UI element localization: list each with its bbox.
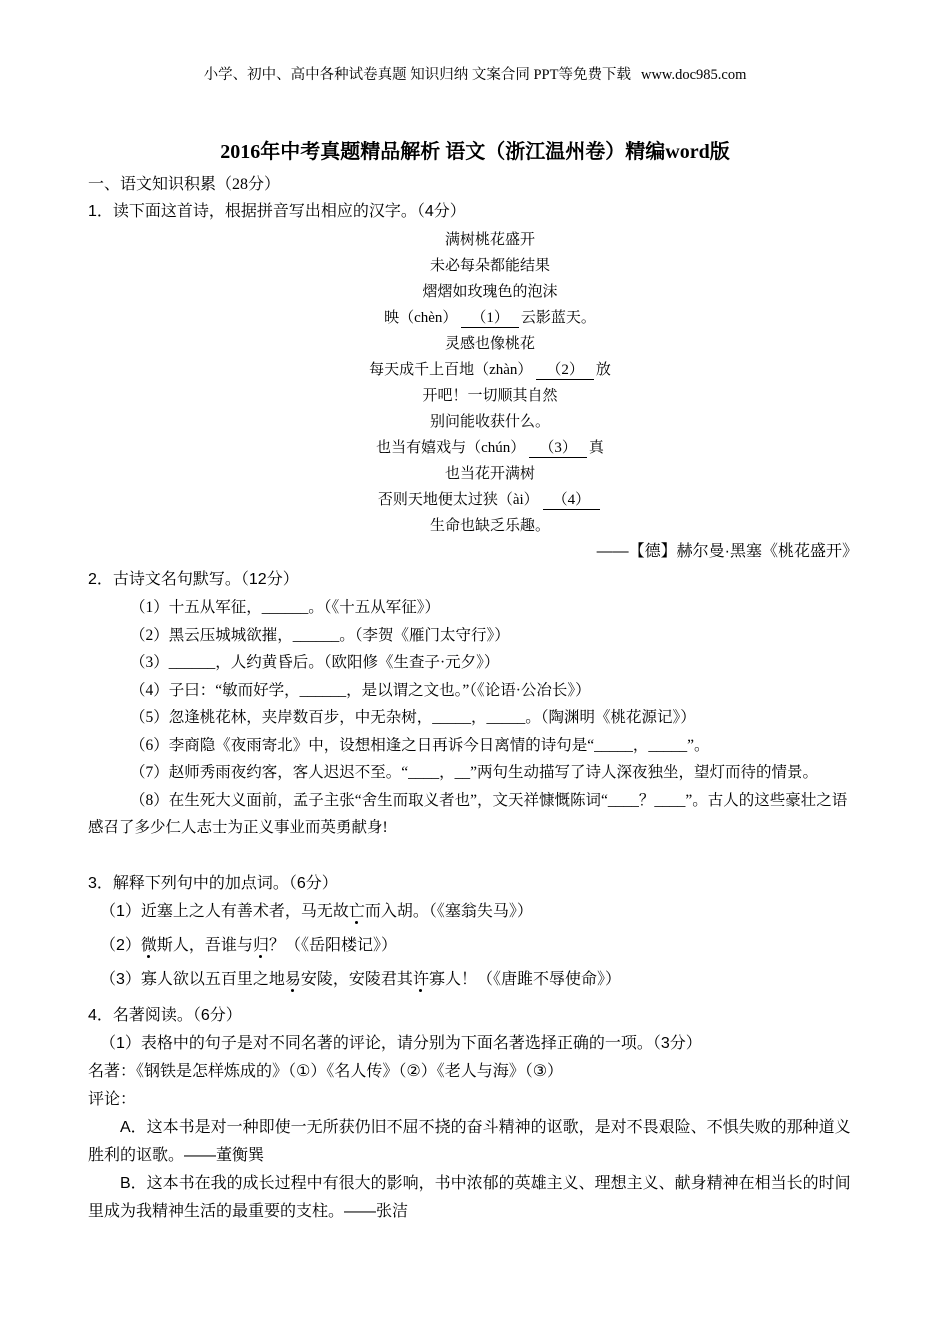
poem-line-blank-3 xyxy=(88,435,892,461)
poem-text: 映（chèn） xyxy=(384,310,458,326)
answer-blank-1: （1） xyxy=(461,309,519,328)
q3-item-1 xyxy=(100,895,862,929)
q3-text: （2） xyxy=(100,937,141,954)
q3-item-3 xyxy=(100,963,862,997)
poem-line: 满树桃花盛开 xyxy=(444,232,535,248)
poem-line: 开吧！一切顺其自然 xyxy=(422,388,558,404)
q4-works-line: 名著：《钢铁是怎样炼成的》（①）《名人传》（②）《老人与海》（③） xyxy=(88,1063,564,1080)
answer-blank-2: （2） xyxy=(536,361,594,380)
q2-item: （6）李商隐《夜雨寄北》中，设想相逢之日再诉今日离情的诗句是“_____，_____”。 xyxy=(130,736,710,754)
q3-text: 寡人！（《唐雎不辱使命》） xyxy=(428,971,621,988)
q3-item-2 xyxy=(100,929,862,963)
poem-text: 放 xyxy=(595,362,611,378)
q2-item: （2）黑云压城城欲摧，______。（李贺《雁门太守行》） xyxy=(130,626,510,644)
q2-item: （8）在生死大义面前，孟子主张“舍生而取义者也”，文天祥慷慨陈词“____？____”。古人的这些豪壮之语感召了多少仁人志士为正义事业而英勇献身! xyxy=(88,791,848,836)
poem-text: 也当有嬉戏与（chún） xyxy=(376,440,526,456)
q3-text: （1）近塞上之人有善术者，马无故 xyxy=(100,903,349,920)
dotted-word: 易 xyxy=(284,971,301,988)
poem-line: 也当花开满树 xyxy=(444,466,535,482)
q3-text: 而入胡。（《塞翁失马》） xyxy=(364,903,533,920)
answer-blank-4: （4） xyxy=(543,491,601,510)
dotted-word: 归 xyxy=(252,937,269,954)
poem-line: 灵感也像桃花 xyxy=(444,336,535,352)
q4-sub-question-1: （1）表格中的句子是对不同名著的评论，请分别为下面名著选择正确的一项。（3分） xyxy=(100,1035,702,1052)
q4-comment-b: B．这本书在我的成长过程中有很大的影响，书中浓郁的英雄主义、理想主义、献身精神在相当长的时间里成为我精神生活的最重要的支柱。——张洁 xyxy=(88,1175,851,1220)
q3-items xyxy=(100,895,862,997)
dotted-word: 微 xyxy=(140,937,157,954)
q2-item: （1）十五从军征，______。（《十五从军征》） xyxy=(130,599,441,616)
poem-line-blank-4 xyxy=(88,487,892,513)
part1-heading: 一、语文知识积累（28分） xyxy=(88,176,281,193)
q2-item: （7）赵师秀雨夜约客，客人迟迟不至。“____，__”两句生动描写了诗人深夜独坐，望灯而待的情景。 xyxy=(130,764,819,781)
poem-text: 云影蓝天。 xyxy=(520,310,596,326)
q4-comments-label: 评论： xyxy=(88,1091,137,1108)
poem xyxy=(88,227,892,539)
q3-text: 安陵，安陵君其 xyxy=(300,971,413,988)
dotted-word: 亡 xyxy=(348,903,365,920)
poem-text: 每天成千上百地（zhàn） xyxy=(369,362,533,378)
poem-line-blank-2 xyxy=(88,357,892,383)
q3-stem: 3．解释下列句中的加点词。（6分） xyxy=(88,875,338,892)
poem-line: 生命也缺乏乐趣。 xyxy=(429,518,550,534)
document-title: 2016年中考真题精品解析 语文（浙江温州卷）精编word版 xyxy=(220,141,730,163)
q1-stem: 1．读下面这首诗，根据拼音写出相应的汉字。（4分） xyxy=(88,203,466,220)
header-site: www.doc985.com xyxy=(640,67,747,83)
q3-text: ？（《岳阳楼记》） xyxy=(268,937,397,954)
poem-attribution: ——【德】赫尔曼·黑塞《桃花盛开》 xyxy=(596,543,858,560)
poem-line-blank-1 xyxy=(88,305,892,331)
q2-item: （3）______，人约黄昏后。（欧阳修《生查子·元夕》） xyxy=(130,654,500,671)
poem-text: 真 xyxy=(588,440,604,456)
q3-text: （3）寡人欲以五百里之地 xyxy=(100,971,285,988)
answer-blank-3: （3） xyxy=(529,439,587,458)
q4-comment-a: A．这本书是对一种即使一无所获仍旧不屈不挠的奋斗精神的讴歌，是对不畏艰险、不惧失败的那种道义胜利的讴歌。——董衡巽 xyxy=(88,1119,851,1164)
q2-stem: 2．古诗文名句默写。（12分） xyxy=(88,571,299,588)
q4-stem: 4．名著阅读。（6分） xyxy=(88,1007,242,1024)
poem-line: 熠熠如玫瑰色的泡沫 xyxy=(422,284,558,300)
q4-body xyxy=(88,1030,858,1226)
q2-items xyxy=(88,594,862,842)
poem-line: 未必每朵都能结果 xyxy=(429,258,550,274)
header-text: 小学、初中、高中各种试卷真题 知识归纳 文案合同 PPT等免费下载 xyxy=(203,67,631,83)
page-header xyxy=(0,64,950,86)
poem-line: 别问能收获什么。 xyxy=(429,414,550,430)
dotted-word: 许 xyxy=(412,971,429,988)
q3-text: 斯人，吾谁与 xyxy=(156,937,253,954)
q2-item: （4）子曰：“敏而好学，______，是以谓之文也。”（《论语·公冶长》） xyxy=(130,681,591,699)
poem-text: 否则天地便太过狭（ài） xyxy=(377,492,539,508)
q2-item: （5）忽逢桃花林，夹岸数百步，中无杂树，_____，_____。（陶渊明《桃花源记》） xyxy=(130,709,696,726)
